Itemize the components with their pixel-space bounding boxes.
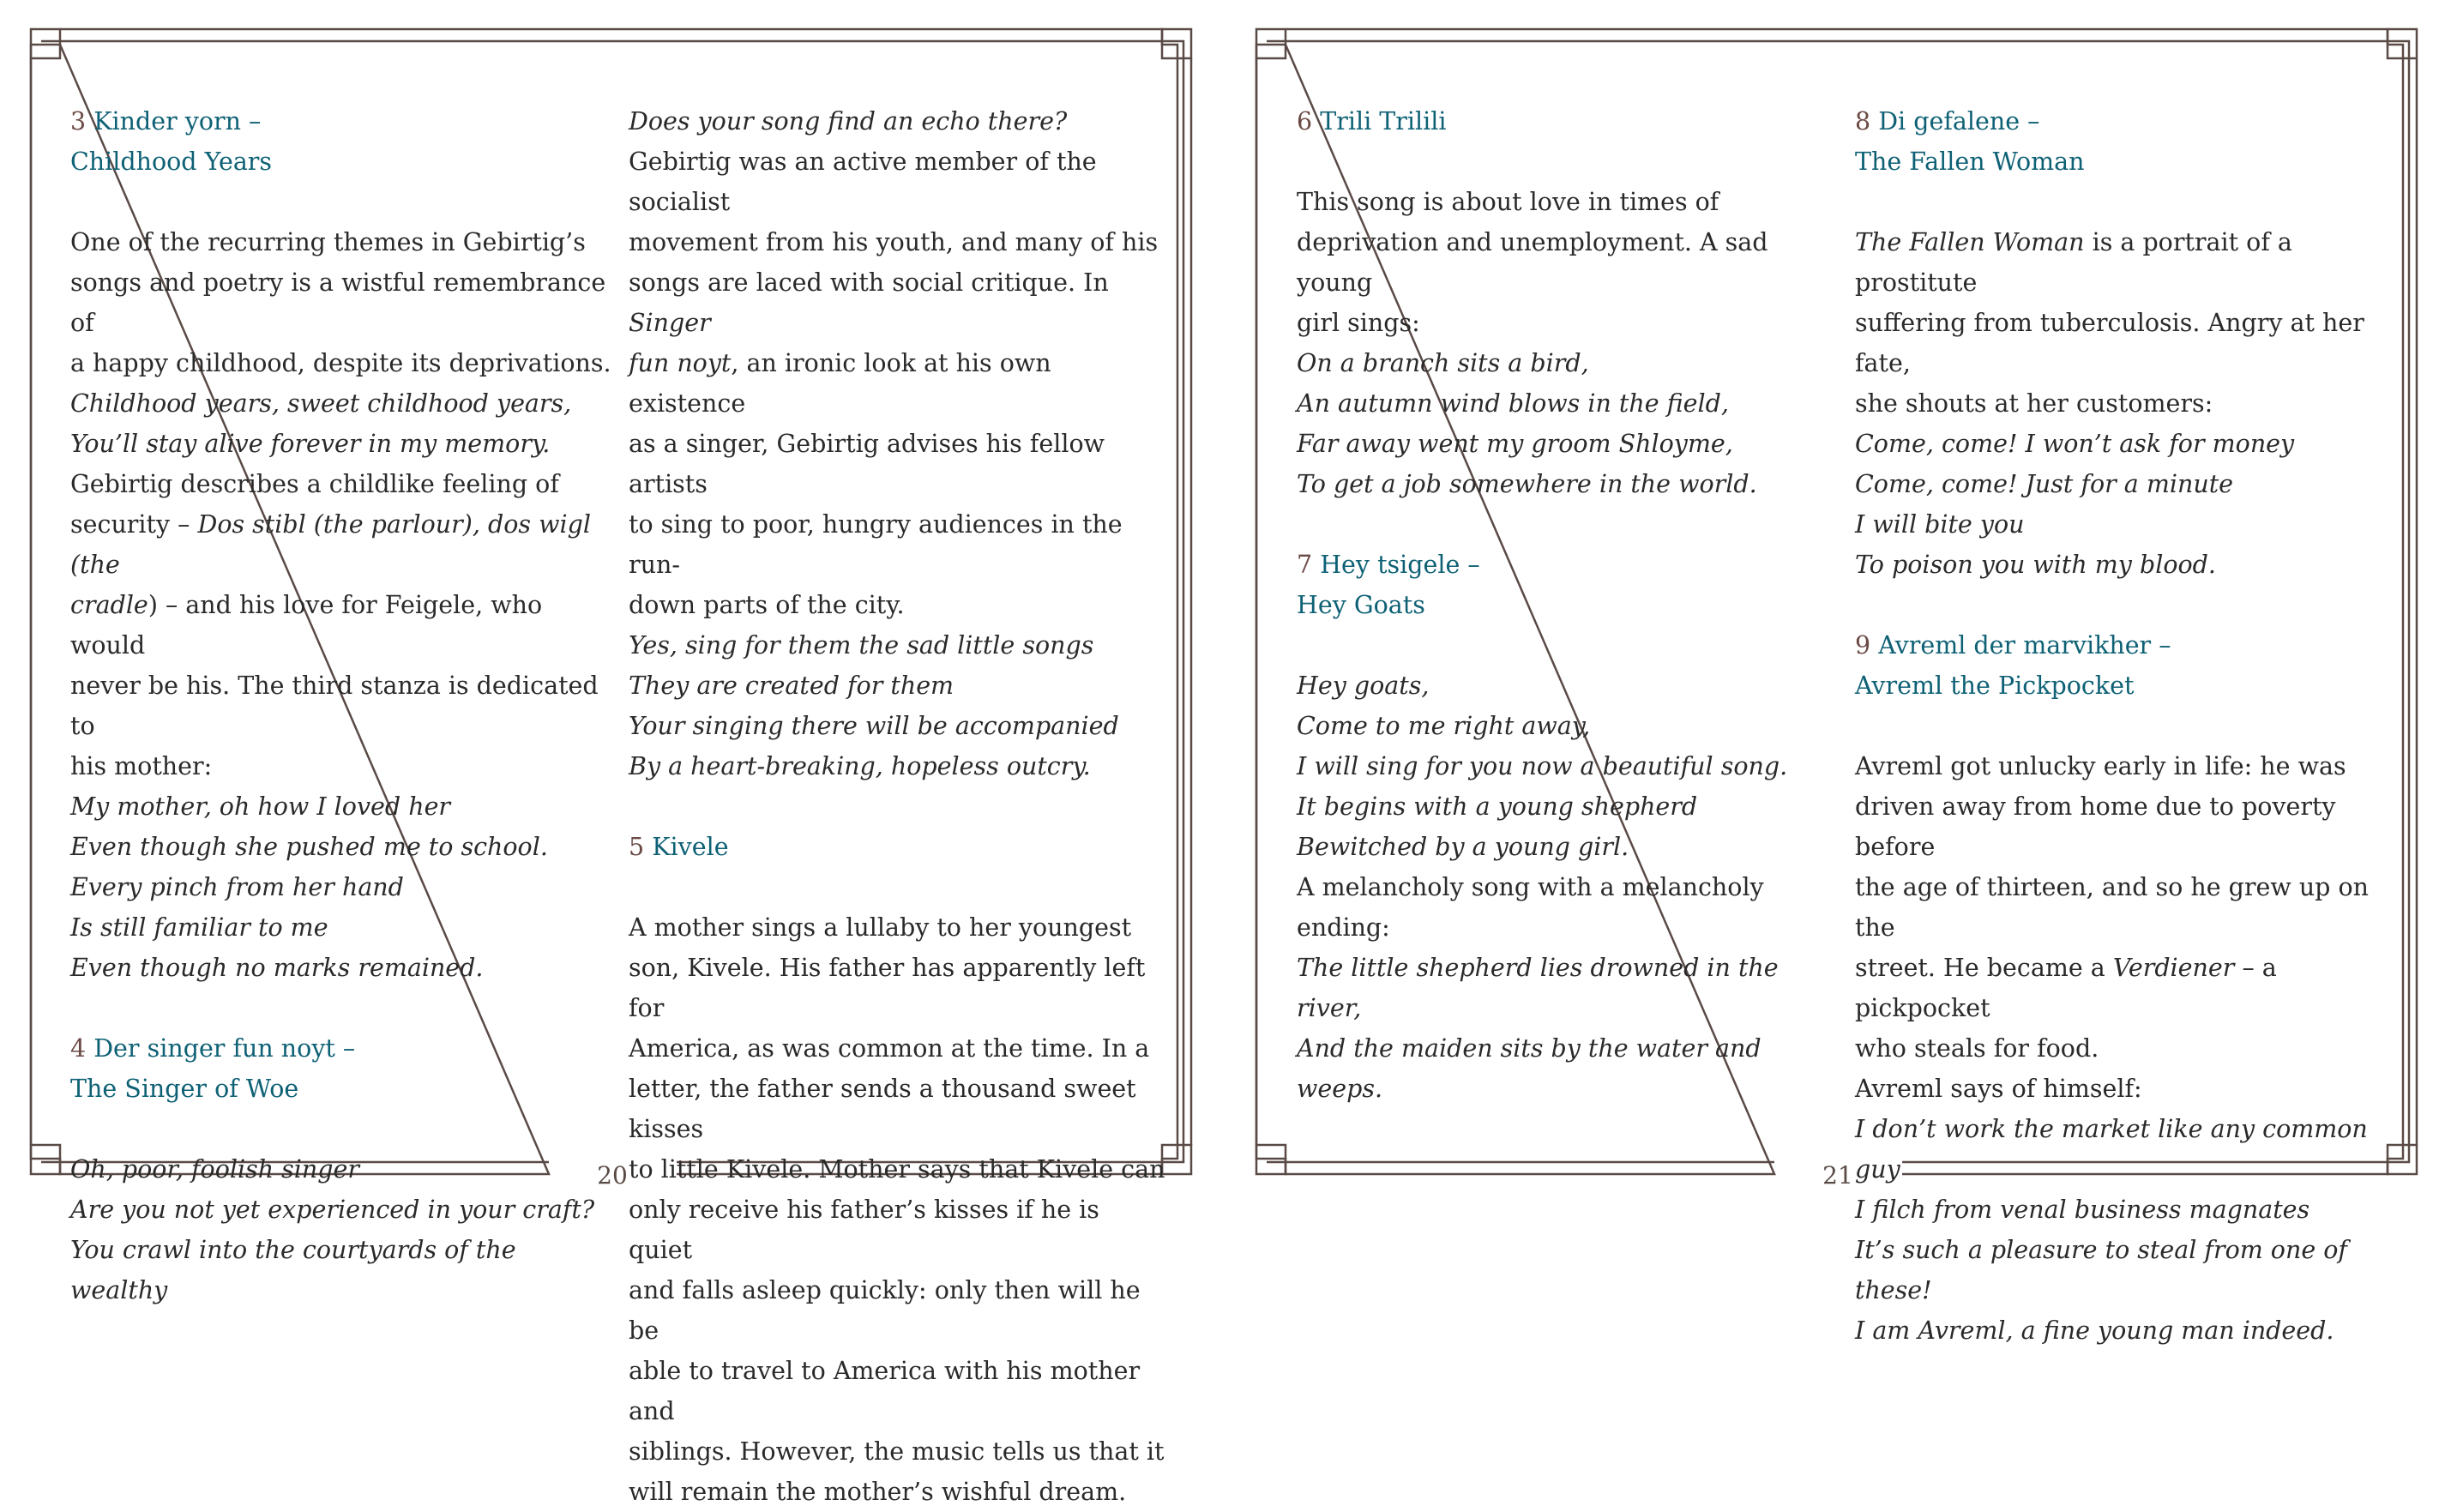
quote-line: You’ll stay alive forever in my memory. xyxy=(70,430,551,458)
section-3-heading: 3 Kinder yorn – xyxy=(70,107,262,136)
section-8-subtitle: The Fallen Woman xyxy=(1855,148,2085,176)
quote-line: Even though she pushed me to school. xyxy=(70,833,548,861)
quote-line: I don’t work the market like any common guy xyxy=(1855,1115,2368,1184)
section-7-subtitle: Hey Goats xyxy=(1297,591,1425,619)
section-4-subtitle: The Singer of Woe xyxy=(70,1075,299,1103)
section-9-subtitle: Avreml the Pickpocket xyxy=(1855,672,2135,700)
paragraph-line: ending: xyxy=(1297,913,1390,942)
paragraph-line: cradle) – and his love for Feigele, who would xyxy=(70,591,543,660)
quote-line: Bewitched by a young girl. xyxy=(1297,833,1629,861)
quote-line: By a heart-breaking, hopeless outcry. xyxy=(629,752,1091,780)
quote-line: It’s such a pleasure to steal from one of these! xyxy=(1855,1236,2347,1304)
section-3-subtitle: Childhood Years xyxy=(70,148,273,176)
quote-line: Is still familiar to me xyxy=(70,913,328,942)
paragraph-line: to little Kivele. Mother says that Kivele can xyxy=(629,1155,1165,1184)
quote-line: They are created for them xyxy=(629,672,955,700)
paragraph-line: a happy childhood, despite its deprivations. xyxy=(70,349,611,377)
quote-line: Come, come! I won’t ask for money xyxy=(1855,430,2295,458)
quote-line: The little shepherd lies drowned in the river, xyxy=(1297,954,1779,1022)
page-right xyxy=(1226,0,2451,1345)
paragraph-line: America, as was common at the time. In a xyxy=(629,1034,1150,1063)
paragraph-line: siblings. However, the music tells us that it xyxy=(629,1437,1165,1466)
section-4-heading: 4 Der singer fun noyt – xyxy=(70,1034,356,1063)
section-9-heading: 9 Avreml der marvikher – xyxy=(1855,631,2171,660)
quote-line: Does your song find an echo there? xyxy=(629,107,1068,136)
quote-line: To get a job somewhere in the world. xyxy=(1297,470,1757,498)
quote-line: I will bite you xyxy=(1855,510,2025,539)
paragraph-line: able to travel to America with his mother and xyxy=(629,1357,1141,1425)
paragraph-line: security – Dos stibl (the parlour), dos wigl (the xyxy=(70,510,591,579)
page-left xyxy=(0,0,1226,1506)
quote-line: It begins with a young shepherd xyxy=(1297,792,1698,821)
paragraph-line: Gebirtig describes a childlike feeling of xyxy=(70,470,559,498)
paragraph-line: driven away from home due to poverty before xyxy=(1855,792,2336,861)
quote-line: My mother, oh how I loved her xyxy=(70,792,451,821)
right-column-2 xyxy=(1855,101,2395,1351)
quote-line: I filch from venal business magnates xyxy=(1855,1196,2310,1224)
paragraph-line: Avreml got unlucky early in life: he was xyxy=(1855,752,2346,780)
quote-line: Your singing there will be accompanied xyxy=(629,712,1119,740)
paragraph-line: The Fallen Woman is a portrait of a prostitute xyxy=(1855,228,2292,297)
paragraph-line: A melancholy song with a melancholy xyxy=(1297,873,1764,901)
paragraph-line: his mother: xyxy=(70,752,213,780)
paragraph-line: son, Kivele. His father has apparently left for xyxy=(629,954,1146,1022)
paragraph-line: songs and poetry is a wistful remembrance of xyxy=(70,268,606,337)
quote-line: Are you not yet experienced in your craft? xyxy=(70,1196,595,1224)
paragraph-line: to sing to poor, hungry audiences in the run- xyxy=(629,510,1123,579)
quote-line: Come to me right away, xyxy=(1297,712,1591,740)
paragraph-line: deprivation and unemployment. A sad young xyxy=(1297,228,1768,297)
paragraph-line: down parts of the city. xyxy=(629,591,905,619)
quote-line: You crawl into the courtyards of the wealthy xyxy=(70,1236,516,1304)
paragraph-line: girl sings: xyxy=(1297,309,1420,337)
quote-line: Hey goats, xyxy=(1297,672,1430,700)
quote-line: Oh, poor, foolish singer xyxy=(70,1155,359,1184)
paragraph-line: only receive his father’s kisses if he is quiet xyxy=(629,1196,1099,1264)
quote-line: Far away went my groom Shloyme, xyxy=(1297,430,1733,458)
section-5-heading: 5 Kivele xyxy=(629,833,729,861)
section-8-heading: 8 Di gefalene – xyxy=(1855,107,2040,136)
right-column-1 xyxy=(1297,101,1846,1109)
paragraph-line: the age of thirteen, and so he grew up on the xyxy=(1855,873,2370,942)
quote-line: Every pinch from her hand xyxy=(70,873,404,901)
paragraph-line: movement from his youth, and many of his xyxy=(629,228,1159,256)
quote-line: To poison you with my blood. xyxy=(1855,551,2216,579)
quote-line: I am Avreml, a fine young man indeed. xyxy=(1855,1316,2334,1345)
paragraph-line: Gebirtig was an active member of the socialist xyxy=(629,148,1097,216)
paragraph-line: never be his. The third stanza is dedicated to xyxy=(70,672,599,740)
paragraph-line: will remain the mother’s wishful dream. xyxy=(629,1478,1127,1506)
quote-line: Come, come! Just for a minute xyxy=(1855,470,2234,498)
page-number-left: 20 xyxy=(597,1161,628,1190)
paragraph-line: letter, the father sends a thousand sweet kisses xyxy=(629,1075,1136,1143)
paragraph-line: songs are laced with social critique. In Singer xyxy=(629,268,1109,337)
paragraph-line: and falls asleep quickly: only then will he be xyxy=(629,1276,1141,1345)
quote-line: I will sing for you now a beautiful song. xyxy=(1297,752,1788,780)
paragraph-line: Avreml says of himself: xyxy=(1855,1075,2142,1103)
paragraph-line: who steals for food. xyxy=(1855,1034,2099,1063)
paragraph-line: suffering from tuberculosis. Angry at her fate, xyxy=(1855,309,2364,377)
quote-line: Even though no marks remained. xyxy=(70,954,484,982)
section-6-heading: 6 Trili Trilili xyxy=(1297,107,1447,136)
paragraph-line: One of the recurring themes in Gebirtig’s xyxy=(70,228,586,256)
paragraph-line: A mother sings a lullaby to her youngest xyxy=(629,913,1132,942)
quote-line: On a branch sits a bird, xyxy=(1297,349,1589,377)
quote-line: And the maiden sits by the water and weeps. xyxy=(1297,1034,1761,1103)
paragraph-line: as a singer, Gebirtig advises his fellow artists xyxy=(629,430,1105,498)
quote-line: An autumn wind blows in the field, xyxy=(1297,389,1729,418)
section-7-heading: 7 Hey tsigele – xyxy=(1297,551,1480,579)
left-column-1 xyxy=(70,101,619,1310)
paragraph-line: she shouts at her customers: xyxy=(1855,389,2213,418)
quote-line: Childhood years, sweet childhood years, xyxy=(70,389,572,418)
quote-line: Yes, sing for them the sad little songs xyxy=(629,631,1094,660)
left-column-2 xyxy=(629,101,1169,1512)
paragraph-line: fun noyt, an ironic look at his own existence xyxy=(629,349,1051,418)
paragraph-line: This song is about love in times of xyxy=(1297,188,1719,216)
paragraph-line: street. He became a Verdiener – a pickpocket xyxy=(1855,954,2277,1022)
page-number-right: 21 xyxy=(1822,1161,1853,1190)
